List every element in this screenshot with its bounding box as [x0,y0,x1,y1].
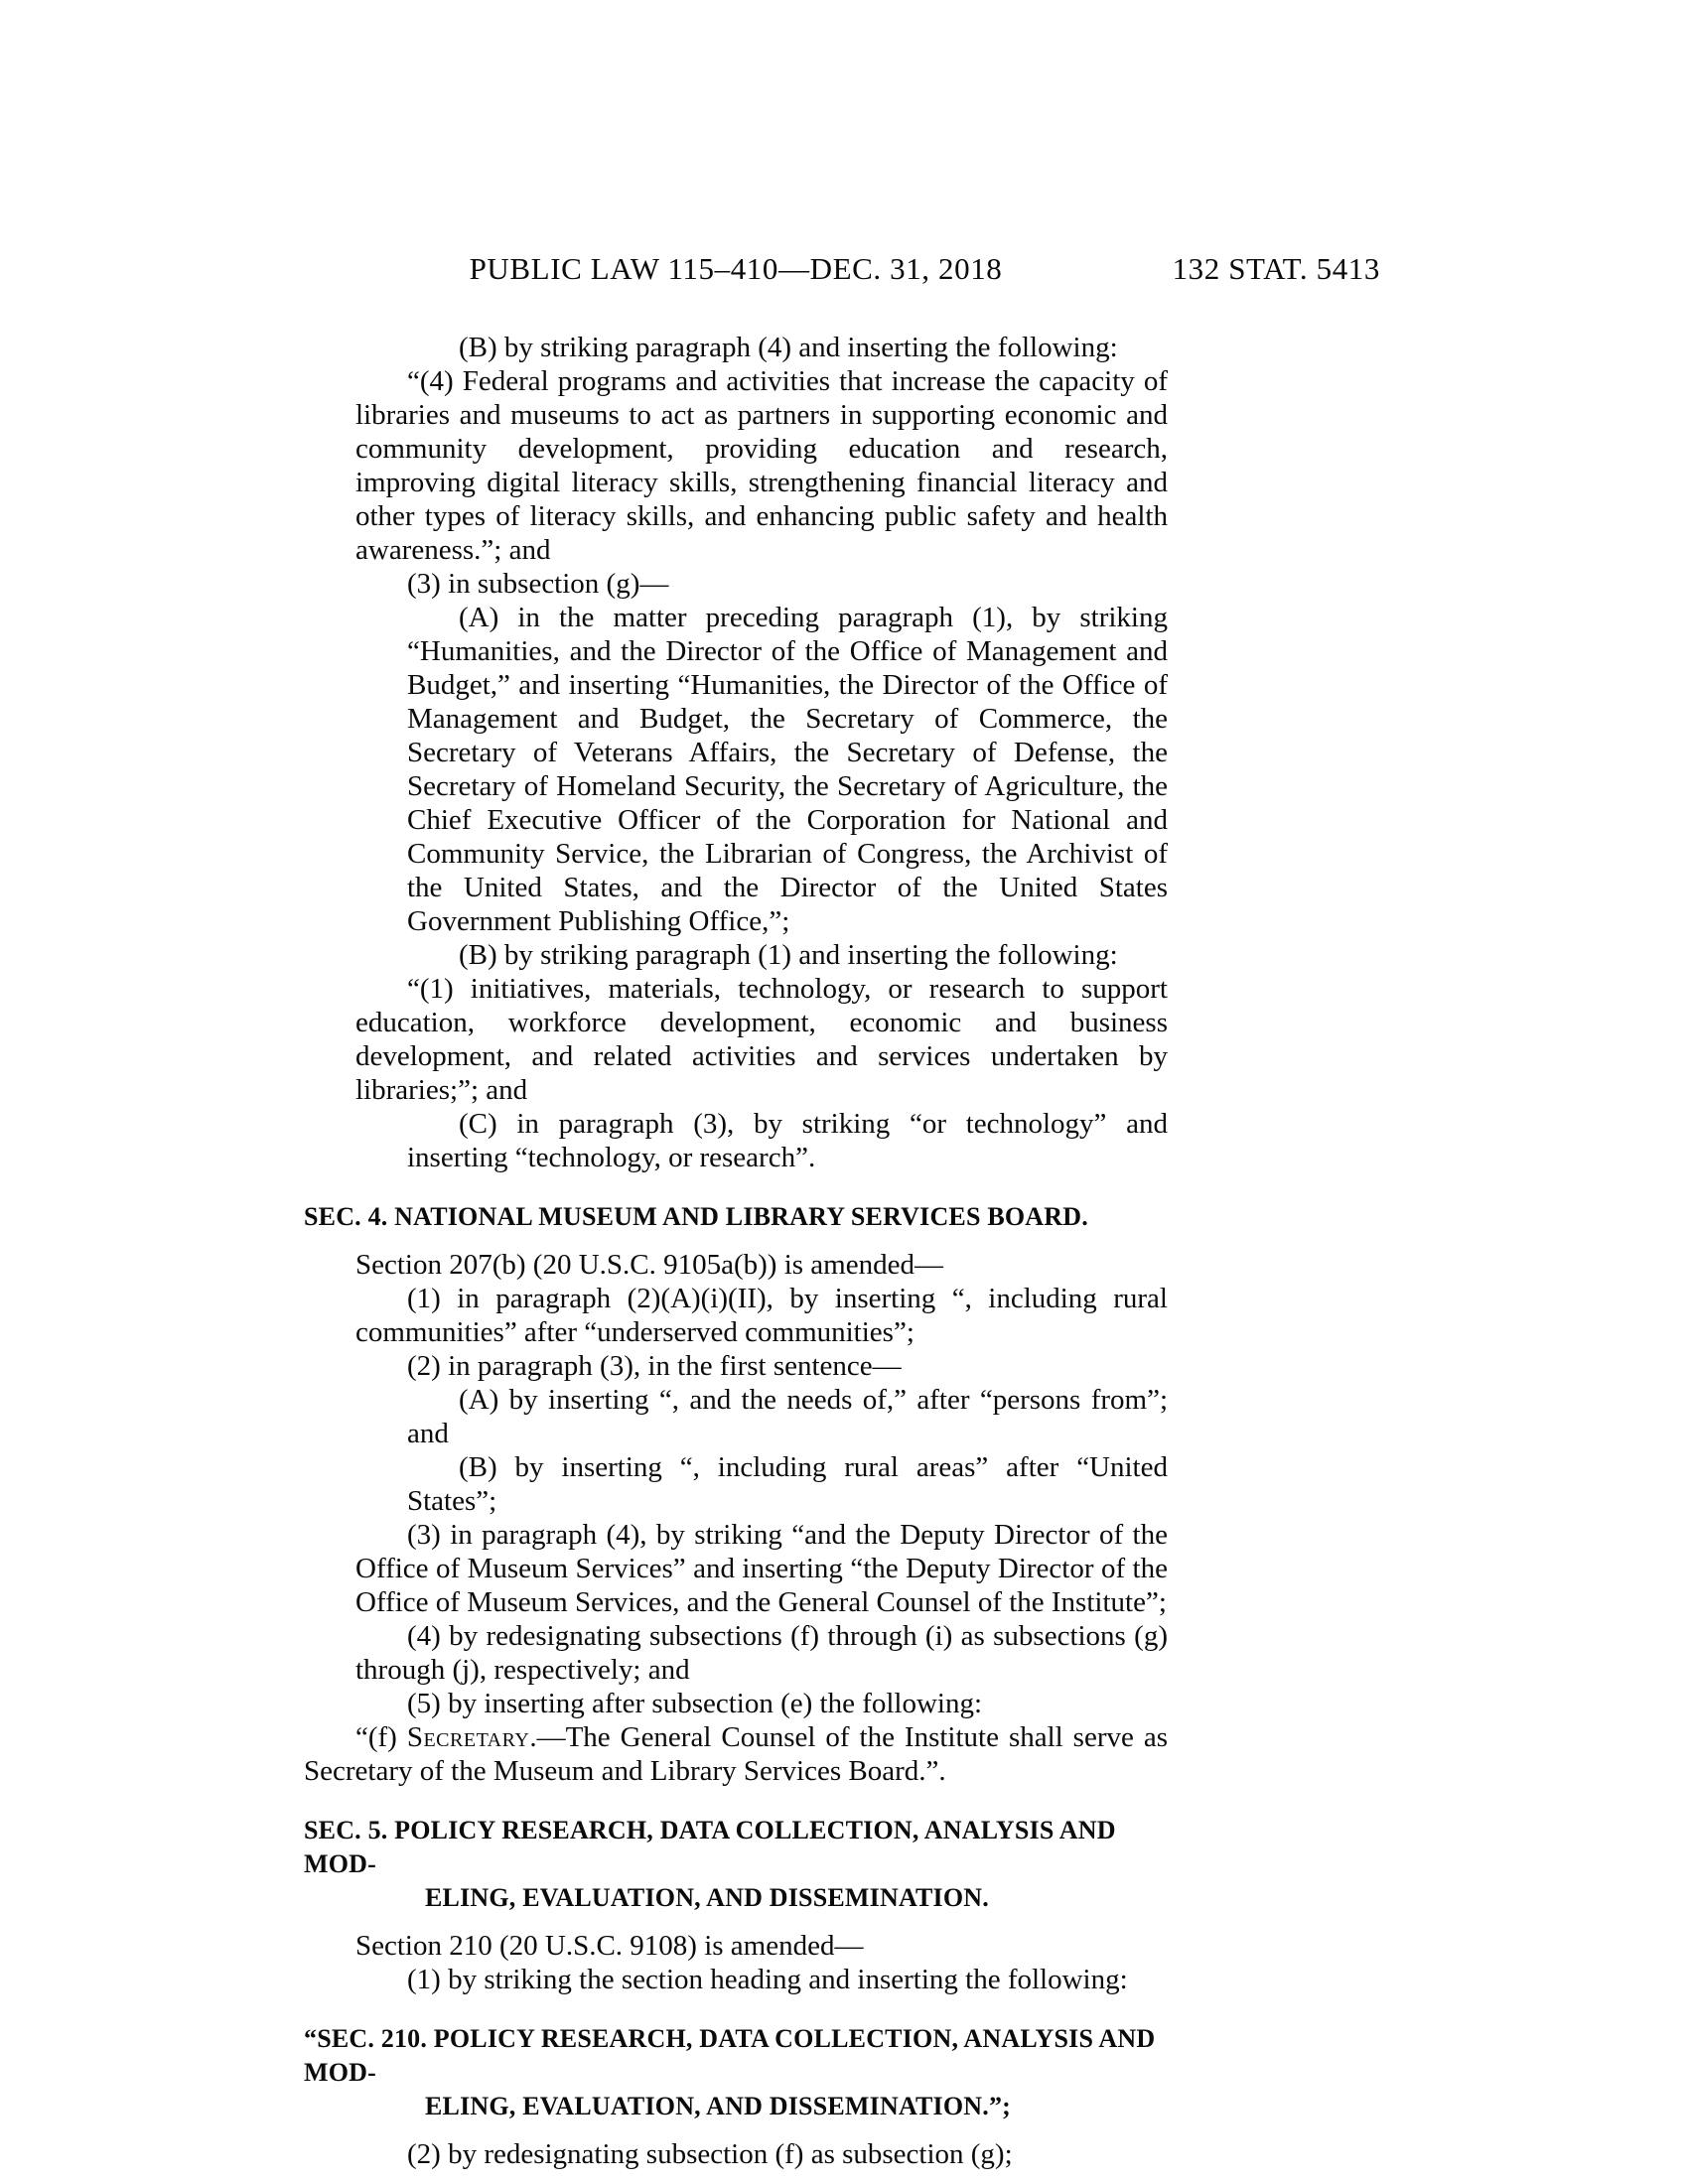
sec-5-paragraph-2: (2) by redesignating subsection (f) as subsection (g); [407,2138,1013,2170]
quoted-paragraph-1: “(1) initiatives, materials, technology, or research to support education, workforce development, economic and business development, and related activities and services undertaken by libraries;”; and [355,973,1168,1106]
subsection-f-rest: .—The General Counsel of the Institute shall serve as Secretary of the Museum and Library Services Board.”. [304,1721,1168,1787]
sec-5-heading-line-2: ELING, EVALUATION, AND DISSEMINATION. [425,1883,989,1912]
sec-4-paragraph-2-clause-b: (B) by inserting “, including rural areas” after “United States”; [407,1451,1168,1517]
quoted-sec-210-heading-line-2: ELING, EVALUATION, AND DISSEMINATION.”; [425,2092,1012,2120]
sec-5-heading [304,1814,1168,1915]
sec-4-heading-text: SEC. 4. NATIONAL MUSEUM AND LIBRARY SERVICES BOARD. [304,1202,1088,1231]
law-number-and-date: PUBLIC LAW 115–410—DEC. 31, 2018 [469,251,1003,286]
clause-c-paragraph-3: (C) in paragraph (3), by striking “or technology” and inserting “technology, or research”. [407,1108,1168,1173]
quoted-sec-210-heading [304,2022,1168,2123]
clause-b-strike-paragraph-1: (B) by striking paragraph (1) and inserting the following: [459,939,1118,971]
sec-4-paragraph-1: (1) in paragraph (2)(A)(i)(II), by inserting “, including rural communities” after “underserved communities”; [355,1283,1168,1348]
sec-4-intro: Section 207(b) (20 U.S.C. 9105a(b)) is amended— [355,1249,943,1281]
clause-b-strike-paragraph-4: (B) by striking paragraph (4) and inserting the following: [459,332,1118,363]
quoted-sec-210-heading-line-1: “SEC. 210. POLICY RESEARCH, DATA COLLECTION, ANALYSIS AND MOD- [304,2024,1156,2087]
page-header [304,251,1380,293]
sec-4-paragraph-4: (4) by redesignating subsections (f) through (i) as subsections (g) through (j), respectively; and [355,1620,1168,1686]
statute-body [304,331,1168,2171]
subsection-f-secretary-clause [304,1720,1168,1788]
clause-a-matter-preceding: (A) in the matter preceding paragraph (1), by striking “Humanities, and the Director of the Office of Management and Budget,” and inserting “Humanities, the Director of the Office of Management and Budget, the Secretary of Commerce, the Secretary of Veterans Affairs, the Secretary of Defense, the Secretary of Homeland Security, the Secretary of Agriculture, the Chief Executive Officer of the Corporation for National and Community Service, the Librarian of Congress, the Archivist of the United States, and the Director of the United States Government Publishing Office,”; [407,602,1168,937]
sec-4-paragraph-5: (5) by inserting after subsection (e) the following: [407,1688,983,1719]
sec-5-paragraph-1: (1) by striking the section heading and inserting the following: [407,1964,1128,1995]
sec-4-paragraph-2-clause-a: (A) by inserting “, and the needs of,” after “persons from”; and [407,1384,1168,1449]
sec-5-heading-line-1: SEC. 5. POLICY RESEARCH, DATA COLLECTION, ANALYSIS AND MOD- [304,1816,1116,1878]
sec-5-intro: Section 210 (20 U.S.C. 9108) is amended— [355,1930,864,1962]
quoted-paragraph-4: “(4) Federal programs and activities that increase the capacity of libraries and museums to act as partners in supporting economic and community development, providing education and research, improving digital literacy skills, strengthening financial literacy and other types of literacy skills, and enhancing public safety and health awareness.”; and [355,365,1168,566]
sec-4-paragraph-2: (2) in paragraph (3), in the first sentence— [407,1350,902,1382]
sec-4-heading [304,1200,1168,1234]
subsection-f-term: Secretary [406,1721,530,1753]
subsection-f-open: “(f) [355,1721,407,1753]
sec-4-paragraph-3: (3) in paragraph (4), by striking “and the Deputy Director of the Office of Museum Services” and inserting “the Deputy Director of the Office of Museum Services, and the General Counsel of the Institute”; [355,1519,1168,1618]
paragraph-3-subsection-g: (3) in subsection (g)— [407,568,669,600]
statute-citation: 132 STAT. 5413 [1172,251,1380,286]
